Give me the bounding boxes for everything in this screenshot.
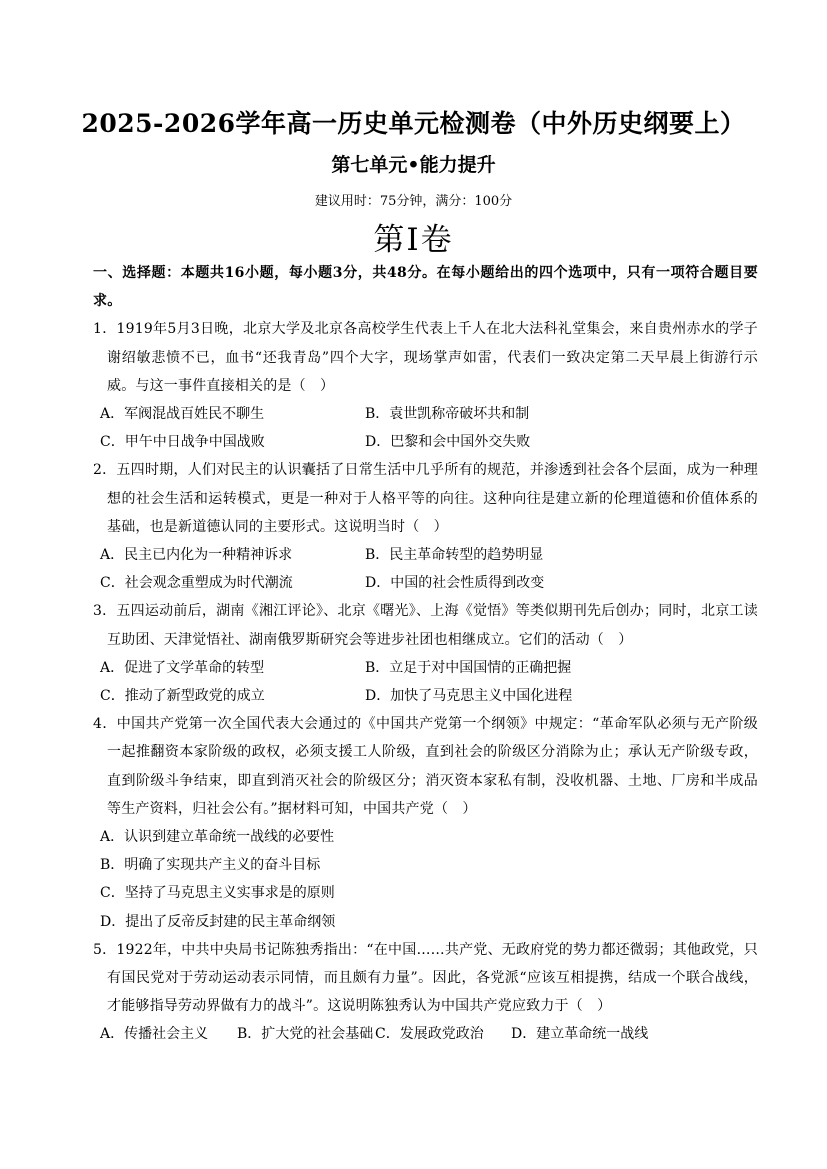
option-c[interactable]: C．推动了新型政党的成立 [100,688,265,705]
question-3 [93,597,758,710]
options-row [93,654,758,682]
option-a[interactable]: A．民主已内化为一种精神诉求 [100,547,293,564]
question-stem: 5．1922年，中共中央局书记陈独秀指出：“在中国……共产党、无政府党的势力都还微弱；其他政党，只有国民党对于劳动运动表示同情，而且颇有力量”。因此，各党派“应该互相提携，结成一个联合战线，才能够指导劳动界做有力的战斗”。这说明陈独秀认为中国共产党应致力于（ ） [93,941,758,1015]
option-b[interactable]: B．民主革命转型的趋势明显 [365,547,544,564]
option-a[interactable]: A．认识到建立革命统一战线的必要性 [100,829,335,846]
options-row [93,569,758,597]
question-4 [93,710,758,936]
option-b[interactable]: B．立足于对中国国情的正确把握 [365,659,572,676]
volume-heading: 第Ⅰ卷 [373,222,454,258]
question-stem: 1．1919年5月3日晚，北京大学及北京各高校学生代表上千人在北大法科礼堂集会，来自贵州赤水的学子谢绍敏悲愤不已，血书“还我青岛”四个大字，现场掌声如雷，代表们一致决定第二天早晨上街游行示威。与这一事件直接相关的是（ ） [93,321,758,394]
question-stem: 2．五四时期，人们对民主的认识囊括了日常生活中几乎所有的规范，并渗透到社会各个层面，成为一种理想的社会生活和运转模式，更是一种对于人格平等的向往。这种向往是建立新的伦理道德和价值体系的基础，也是新道德认同的主要形式。这说明当时（ ） [93,462,758,535]
option-d[interactable]: D．提出了反帝反封建的民主革命纲领 [100,913,336,930]
question-2 [93,456,758,597]
options-row [93,428,758,456]
option-a[interactable]: A．军阀混战百姓民不聊生 [100,406,265,423]
exam-content [93,259,758,1049]
question-1 [93,315,758,456]
option-c[interactable]: C．坚持了马克思主义实事求是的原则 [100,885,335,902]
options-row [93,541,758,569]
options-row [93,1020,758,1048]
option-b[interactable]: B．明确了实现共产主义的奋斗目标 [100,857,321,874]
unit-subtitle: 第七单元•能力提升 [331,154,496,176]
section-instructions: 一、选择题：本题共16小题，每小题3分，共48分。在每小题给出的四个选项中，只有一项符合题目要求。 [93,265,758,310]
time-score-note: 建议用时：75分钟，满分：100分 [314,194,513,209]
options-row [93,682,758,710]
exam-title: 2025-2026学年高一历史单元检测卷（中外历史纲要上） [81,109,746,138]
option-d[interactable]: D．中国的社会性质得到改变 [365,575,545,592]
option-d[interactable]: D．巴黎和会中国外交失败 [365,434,531,451]
option-c[interactable]: C．甲午中日战争中国战败 [100,434,265,451]
options-row [93,400,758,428]
option-b[interactable]: B．袁世凯称帝破坏共和制 [365,406,530,423]
option-d[interactable]: D．加快了马克思主义中国化进程 [365,688,573,705]
option-a[interactable]: A．促进了文学革命的转型 [100,659,265,676]
question-stem: 4．中国共产党第一次全国代表大会通过的《中国共产党第一个纲领》中规定：“革命军队必须与无产阶级一起推翻资本家阶级的政权，必须支援工人阶级，直到社会的阶级区分消除为止；承认无产阶级专政，直到阶级斗争结束，即直到消灭社会的阶级区分；消灭资本家私有制，没收机器、土地、厂房和半成品等生产资料，归社会公有。”据材料可知，中国共产党（ ） [93,716,758,817]
option-c[interactable]: C．发展政党政治 [375,1026,484,1043]
option-b[interactable]: B．扩大党的社会基础 [237,1026,374,1043]
question-stem: 3．五四运动前后，湖南《湘江评论》、北京《曙光》、上海《觉悟》等类似期刊先后创办；同时，北京工读互助团、天津觉悟社、湖南俄罗斯研究会等进步社团也相继成立。它们的活动（ ） [93,603,758,648]
option-a[interactable]: A．传播社会主义 [100,1026,209,1043]
option-d[interactable]: D．建立革命统一战线 [511,1026,649,1043]
option-c[interactable]: C．社会观念重塑成为时代潮流 [100,575,293,592]
question-5 [93,936,758,1049]
